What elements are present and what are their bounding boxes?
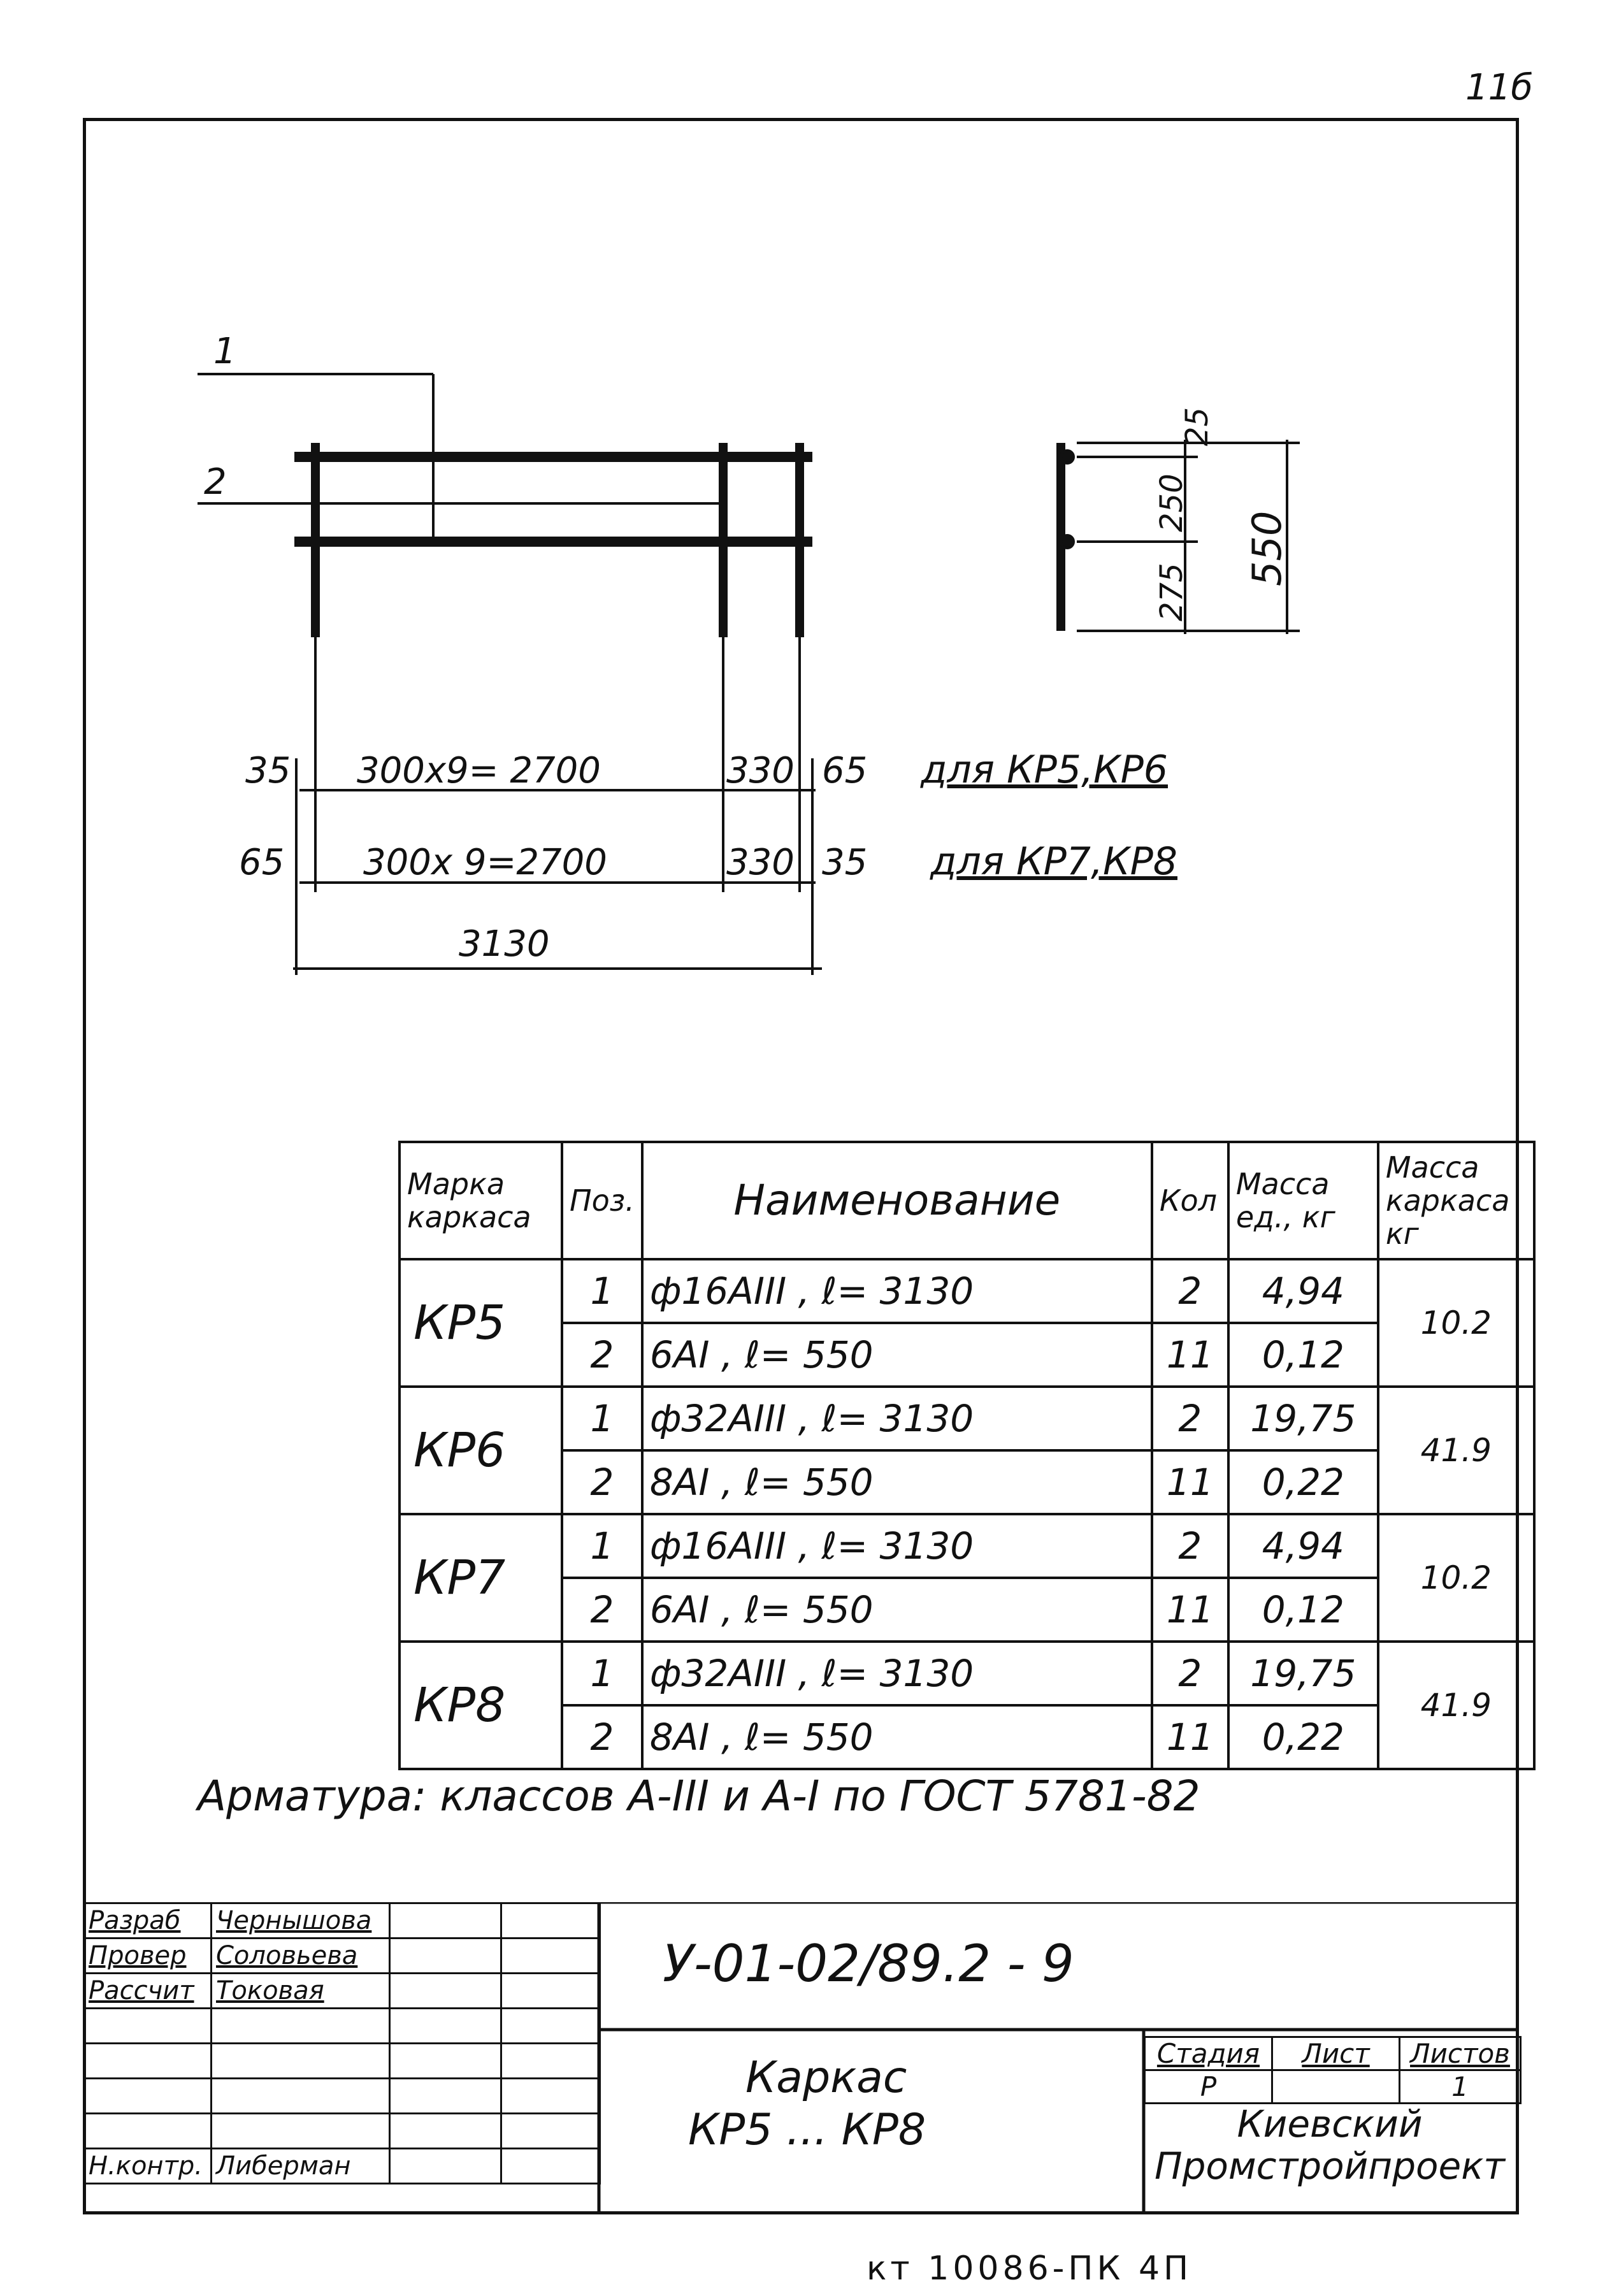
dim-row1-left: 35: [245, 750, 291, 791]
signature-table: [83, 1902, 601, 2184]
table-row: [399, 1705, 1534, 1769]
signature-cell: [390, 2149, 501, 2184]
cell-frame-mass: 10.2: [1378, 1259, 1534, 1387]
sheet-value: [1272, 2070, 1400, 2104]
cell-frame-mass: 41.9: [1378, 1387, 1534, 1514]
cell-qty: 2: [1152, 1259, 1228, 1323]
cell-qty: 2: [1152, 1387, 1228, 1450]
cell-pos: 2: [562, 1705, 642, 1769]
role-label: Разраб: [84, 1903, 212, 1939]
role-name: [212, 2114, 390, 2149]
cell-mass: 4,94: [1228, 1259, 1378, 1323]
signature-cell: [390, 1903, 501, 1939]
cell-qty: 11: [1152, 1578, 1228, 1642]
organization-line-2: Промстройпроект: [1154, 2144, 1506, 2188]
role-name: Соловьева: [212, 1939, 390, 1974]
role-name: Токовая: [212, 1974, 390, 2009]
reinforcement-drawing: [0, 0, 1619, 1051]
drawing-title-line-2: КР5 ... КР8: [688, 2105, 926, 2155]
cell-pos: 1: [562, 1259, 642, 1323]
cell-pos: 2: [562, 1578, 642, 1642]
role-name: Либерман: [212, 2149, 390, 2184]
header-mark: Марка каркаса: [399, 1142, 562, 1259]
callout-1-label: 1: [213, 331, 236, 372]
date-cell: [501, 1903, 600, 1939]
section-dim-250: 250: [1154, 473, 1190, 532]
table-row: [399, 1450, 1534, 1514]
role-name: [212, 2009, 390, 2044]
role-name: [212, 2044, 390, 2079]
section-dim-550: 550: [1244, 510, 1290, 586]
header-frame-mass: Масса каркаса кг: [1378, 1142, 1534, 1259]
role-label: [84, 2114, 212, 2149]
section-dim-275: 275: [1154, 563, 1190, 621]
header-qty: Кол: [1152, 1142, 1228, 1259]
cell-mass: 0,22: [1228, 1705, 1378, 1769]
cell-mass: 19,75: [1228, 1387, 1378, 1450]
callout-2-label: 2: [204, 461, 227, 503]
role-label: [84, 2009, 212, 2044]
dim-row1-mid: 330: [726, 750, 795, 791]
cell-mass: 19,75: [1228, 1642, 1378, 1705]
cell-pos: 2: [562, 1323, 642, 1387]
cell-mark: КР5: [399, 1259, 562, 1387]
cell-pos: 1: [562, 1387, 642, 1450]
drawing-title: [688, 2052, 926, 2156]
table-row: [399, 1642, 1534, 1705]
role-label: [84, 2044, 212, 2079]
cell-frame-mass: 41.9: [1378, 1642, 1534, 1769]
stage-value: Р: [1145, 2070, 1272, 2104]
stage-table: [1144, 2036, 1522, 2104]
sheet-number: 11б: [1465, 67, 1533, 108]
cell-name: 8АI , ℓ= 550: [642, 1705, 1152, 1769]
cell-pos: 2: [562, 1450, 642, 1514]
stage-label: Стадия: [1145, 2037, 1272, 2070]
sheets-value: 1: [1400, 2070, 1521, 2104]
table-row: [399, 1578, 1534, 1642]
organization: [1140, 2103, 1519, 2187]
cell-mass: 4,94: [1228, 1514, 1378, 1578]
section-dot-bottom: [1061, 535, 1074, 548]
cell-qty: 2: [1152, 1642, 1228, 1705]
dim-row2-mid: 330: [726, 842, 795, 883]
date-cell: [501, 1974, 600, 2009]
dim-row1-right: 65: [822, 750, 868, 791]
section-dim-25: 25: [1179, 407, 1215, 446]
cell-qty: 11: [1152, 1450, 1228, 1514]
cell-name: ф16АIII , ℓ= 3130: [642, 1514, 1152, 1578]
role-name: Чернышова: [212, 1903, 390, 1939]
organization-line-1: Киевский: [1237, 2102, 1423, 2146]
cell-mark: КР6: [399, 1387, 562, 1514]
cell-pos: 1: [562, 1514, 642, 1578]
role-name: [212, 2079, 390, 2114]
header-unit-mass: Масса ед., кг: [1228, 1142, 1378, 1259]
cell-name: 6АI , ℓ= 550: [642, 1578, 1152, 1642]
dim-row2-left: 65: [239, 842, 285, 883]
cell-name: ф32АIII , ℓ= 3130: [642, 1387, 1152, 1450]
cell-frame-mass: 10.2: [1378, 1514, 1534, 1642]
role-label: Н.контр.: [84, 2149, 212, 2184]
reinforcement-note: Арматура: классов А-III и А-I по ГОСТ 5781-82: [198, 1772, 1200, 1821]
date-cell: [501, 1939, 600, 1974]
table-row: [399, 1323, 1534, 1387]
cell-qty: 11: [1152, 1705, 1228, 1769]
signature-cell: [390, 1939, 501, 1974]
table-row: [399, 1514, 1534, 1578]
cell-name: ф16АIII , ℓ= 3130: [642, 1259, 1152, 1323]
dim-row2-right: 35: [822, 842, 868, 883]
cell-mass: 0,22: [1228, 1450, 1378, 1514]
dim-row2-span: 300x 9=2700: [363, 842, 607, 883]
sheet-label: Лист: [1272, 2037, 1400, 2070]
section-dot-top: [1061, 451, 1074, 463]
cell-name: 8АI , ℓ= 550: [642, 1450, 1152, 1514]
role-label: Провер: [84, 1939, 212, 1974]
dim-row2-note: для КР7,КР8: [930, 839, 1177, 884]
document-code: У-01-02/89.2 - 9: [663, 1934, 1074, 1993]
date-cell: [501, 2149, 600, 2184]
signature-cell: [390, 1974, 501, 2009]
cell-qty: 2: [1152, 1514, 1228, 1578]
dim-total-label: 3130: [459, 923, 550, 965]
cell-pos: 1: [562, 1642, 642, 1705]
cell-mark: КР7: [399, 1514, 562, 1642]
cell-qty: 11: [1152, 1323, 1228, 1387]
archive-code: кт 10086-ПК 4П: [867, 2249, 1193, 2288]
table-row: [399, 1387, 1534, 1450]
role-label: [84, 2079, 212, 2114]
drawing-title-line-1: Каркас: [745, 2053, 907, 2103]
cell-mass: 0,12: [1228, 1578, 1378, 1642]
spec-header-row: [399, 1142, 1534, 1259]
cell-name: ф32АIII , ℓ= 3130: [642, 1642, 1152, 1705]
cell-mark: КР8: [399, 1642, 562, 1769]
table-row: [399, 1259, 1534, 1323]
sheets-label: Листов: [1400, 2037, 1521, 2070]
cell-mass: 0,12: [1228, 1323, 1378, 1387]
dim-row1-span: 300x9= 2700: [357, 750, 601, 791]
header-name: Наименование: [642, 1142, 1152, 1259]
spec-table: [398, 1141, 1536, 1770]
cell-name: 6АI , ℓ= 550: [642, 1323, 1152, 1387]
role-label: Рассчит: [84, 1974, 212, 2009]
header-pos: Поз.: [562, 1142, 642, 1259]
dim-row1-note: для КР5,КР6: [921, 747, 1168, 792]
